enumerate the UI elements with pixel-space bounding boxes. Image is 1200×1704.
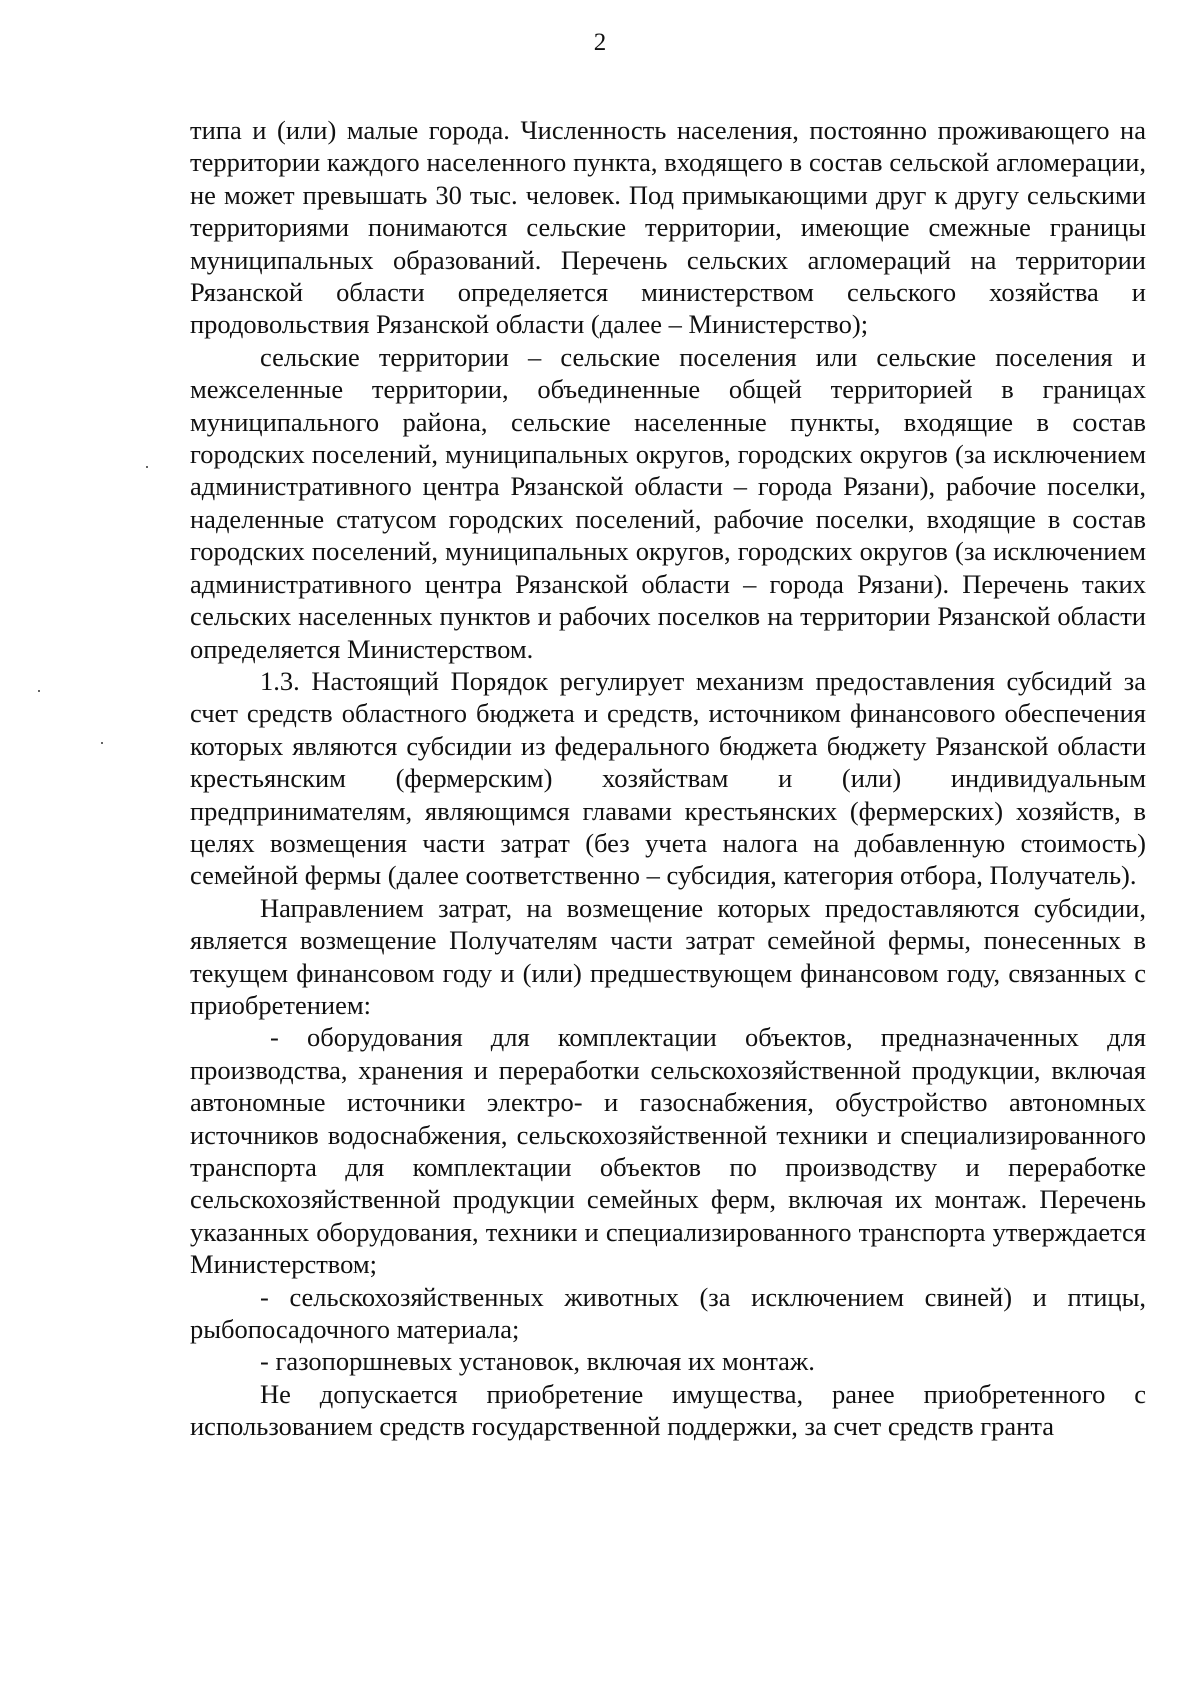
document-body: [190, 114, 1146, 1443]
paragraph-section-1-3: 1.3. Настоящий Порядок регулирует механизм предоставления субсидий за счет средств областного бюджета и средств, источником финансового обеспечения которых являются субсидии из федерального бюджета бюджету Рязанской области крестьянским (фермерским) хозяйствам и (или) индивидуальным предпринимателям, являющимся главами крестьянских (фермерских) хозяйств, в целях возмещения части затрат (без учета налога на добавленную стоимость) семейной фермы (далее соответственно – субсидия, категория отбора, Получатель).: [190, 665, 1146, 891]
list-item-animals: - сельскохозяйственных животных (за исключением свиней) и птицы, рыбопосадочного материала;: [190, 1281, 1146, 1345]
list-item-equipment: - оборудования для комплектации объектов, предназначенных для производства, хранения и переработки сельскохозяйственной продукции, включая автономные источники электро- и газоснабжения, обустройство автономных источников водоснабжения, сельскохозяйственной техники и специализированного транспорта для комплектации объектов по производству и переработке сельскохозяйственной продукции семейных ферм, включая их монтаж. Перечень указанных оборудования, техники и специализированного транспорта утверждается Министерством;: [190, 1022, 1146, 1280]
list-item-gas-piston: - газопоршневых установок, включая их монтаж.: [260, 1346, 815, 1377]
paragraph-cost-direction: Направлением затрат, на возмещение которых предоставляются субсидии, является возмещение Получателям части затрат семейной фермы, понесенных в текущем финансовом году и (или) предшествующем финансовом году, связанных с приобретением:: [190, 892, 1146, 1020]
scan-speck: [101, 742, 103, 744]
scan-speck: [38, 690, 40, 692]
paragraph-rural-territories: сельские территории – сельские поселения или сельские поселения и межселенные территории, объединенные общей территорией в границах муниципального района, сельские населенные пункты, входящие в состав городских поселений, муниципальных округов, городских округов (за исключением административного центра Рязанской области – города Рязани), рабочие поселки, наделенные статусом городских поселений, рабочие поселки, входящие в состав городских поселений, муниципальных округов, городских округов (за исключением административного центра Рязанской области – города Рязани). Перечень таких сельских населенных пунктов и рабочих поселков на территории Рязанской области определяется Министерством.: [190, 341, 1146, 664]
page-number: 2: [593, 29, 607, 56]
paragraph-prohibition: Не допускается приобретение имущества, ранее приобретенного с использованием средств государственной поддержки, за счет средств гранта: [190, 1378, 1146, 1442]
paragraph-agglomeration-continued: типа и (или) малые города. Численность населения, постоянно проживающего на территории каждого населенного пункта, входящего в состав сельской агломерации, не может превышать 30 тыс. человек. Под примыкающими друг к другу сельскими территориями понимаются сельские территории, имеющие смежные границы муниципальных образований. Перечень сельских агломераций на территории Рязанской области определяется министерством сельского хозяйства и продовольствия Рязанской области (далее – Министерство);: [190, 115, 1146, 340]
scan-speck: [146, 466, 148, 468]
